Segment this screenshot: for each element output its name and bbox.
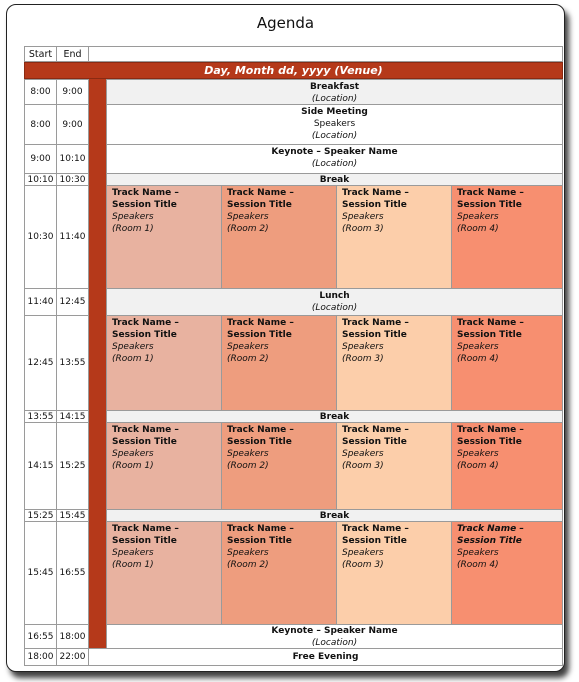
agenda-table [24,46,563,668]
session-title: Track Name – Session Title [227,318,294,340]
end-time: 10:30 [56,173,89,186]
start-time: 15:25 [24,509,57,522]
event-location: (Location) [311,159,358,169]
end-time: 15:45 [56,509,89,522]
track-session-room-3 [336,521,452,625]
session-speakers: Speakers [227,342,269,352]
event-title: Breakfast [309,82,360,92]
end-time: 9:00 [56,104,89,145]
session-speakers: Speakers [227,548,269,558]
track-session-room-2 [221,185,337,289]
agenda-page [6,4,565,672]
end-time: 15:25 [56,422,89,510]
page-title: Agenda [256,14,315,32]
track-session-room-1 [106,185,222,289]
session-title: Track Name – Session Title [342,318,409,340]
start-time: 15:45 [24,521,57,625]
start-time: 10:30 [24,185,57,289]
side-meeting-event [106,104,563,145]
session-speakers: Speakers [112,449,154,459]
session-title: Track Name – Session Title [457,188,524,210]
track-session-room-4 [451,315,563,411]
session-speakers: Speakers [112,548,154,558]
free-evening-event [88,648,563,666]
session-speakers: Speakers [457,449,499,459]
start-time: 13:55 [24,410,57,423]
session-room: (Room 3) [342,560,384,570]
start-header: Start [24,46,57,62]
start-time: 16:55 [24,624,57,649]
session-title: Track Name – Session Title [457,425,524,447]
session-room: (Room 2) [227,354,269,364]
session-room: (Room 1) [112,224,154,234]
session-speakers: Speakers [342,548,384,558]
session-title: Track Name – Session Title [112,318,179,340]
end-time: 12:45 [56,288,89,316]
end-time: 13:55 [56,315,89,411]
session-room: (Room 1) [112,354,154,364]
end-time: 18:00 [56,624,89,649]
lunch-event [106,288,563,316]
end-time: 14:15 [56,410,89,423]
session-title: Track Name – Session Title [457,318,524,340]
start-time: 8:00 [24,104,57,145]
end-time: 9:00 [56,79,89,105]
session-speakers: Speakers [457,212,499,222]
session-room: (Room 4) [457,461,499,471]
event-title: Break [319,175,350,185]
start-time: 9:00 [24,144,57,174]
event-speakers: Speakers [313,119,356,129]
session-room: (Room 4) [457,560,499,570]
event-title: Lunch [319,291,350,301]
session-room: (Room 4) [457,224,499,234]
track-session-room-1 [106,315,222,411]
event-title: Break [319,511,350,521]
event-location: (Location) [311,94,358,104]
event-title: Break [319,412,350,422]
session-speakers: Speakers [457,548,499,558]
start-time: 18:00 [24,648,57,666]
event-location: (Location) [311,131,358,141]
end-time: 22:00 [56,648,89,666]
end-time: 10:10 [56,144,89,174]
breakfast-event [106,79,563,105]
session-title: Track Name – Session Title [112,188,179,210]
session-room: (Room 2) [227,560,269,570]
session-room: (Room 3) [342,461,384,471]
session-room: (Room 2) [227,461,269,471]
track-session-room-2 [221,422,337,510]
session-speakers: Speakers [112,342,154,352]
session-speakers: Speakers [227,212,269,222]
session-room: (Room 3) [342,224,384,234]
session-speakers: Speakers [342,449,384,459]
start-time: 8:00 [24,79,57,105]
session-room: (Room 1) [112,560,154,570]
keynote-event [106,624,563,649]
session-title: Track Name – Session Title [112,425,179,447]
start-time: 11:40 [24,288,57,316]
session-speakers: Speakers [112,212,154,222]
session-speakers: Speakers [457,342,499,352]
start-time: 12:45 [24,315,57,411]
session-title: Track Name – Session Title [342,188,409,210]
track-session-room-1 [106,521,222,625]
start-time: 10:10 [24,173,57,186]
track-session-room-3 [336,185,452,289]
track-session-room-4 [451,422,563,510]
session-room: (Room 1) [112,461,154,471]
session-title: Track Name – Session Title [227,425,294,447]
venue-banner: Day, Month dd, yyyy (Venue) [24,62,563,79]
track-session-room-2 [221,315,337,411]
track-session-room-1 [106,422,222,510]
session-room: (Room 4) [457,354,499,364]
track-session-room-3 [336,315,452,411]
session-title: Track Name – Session Title [112,524,179,546]
event-location: (Location) [311,638,358,648]
header-blank [88,46,563,62]
session-room: (Room 2) [227,224,269,234]
session-title: Track Name – Session Title [342,524,409,546]
track-session-room-4 [451,185,563,289]
session-title: Track Name – Session Title [227,188,294,210]
start-time: 14:15 [24,422,57,510]
keynote-event [106,144,563,174]
event-location: (Location) [311,303,358,313]
session-speakers: Speakers [227,449,269,459]
event-title: Keynote – Speaker Name [271,626,398,636]
session-title: Track Name – Session Title [227,524,294,546]
session-title: Track Name – Session Title [342,425,409,447]
track-session-room-4 [451,521,563,625]
end-header: End [56,46,89,62]
session-speakers: Speakers [342,212,384,222]
event-title: Keynote – Speaker Name [271,147,398,157]
accent-bar [88,79,106,648]
session-speakers: Speakers [342,342,384,352]
event-title: Free Evening [292,652,359,662]
session-title: Track Name – Session Title [457,524,524,546]
end-time: 16:55 [56,521,89,625]
track-session-room-3 [336,422,452,510]
end-time: 11:40 [56,185,89,289]
track-session-room-2 [221,521,337,625]
event-title: Side Meeting [301,107,368,117]
session-room: (Room 3) [342,354,384,364]
